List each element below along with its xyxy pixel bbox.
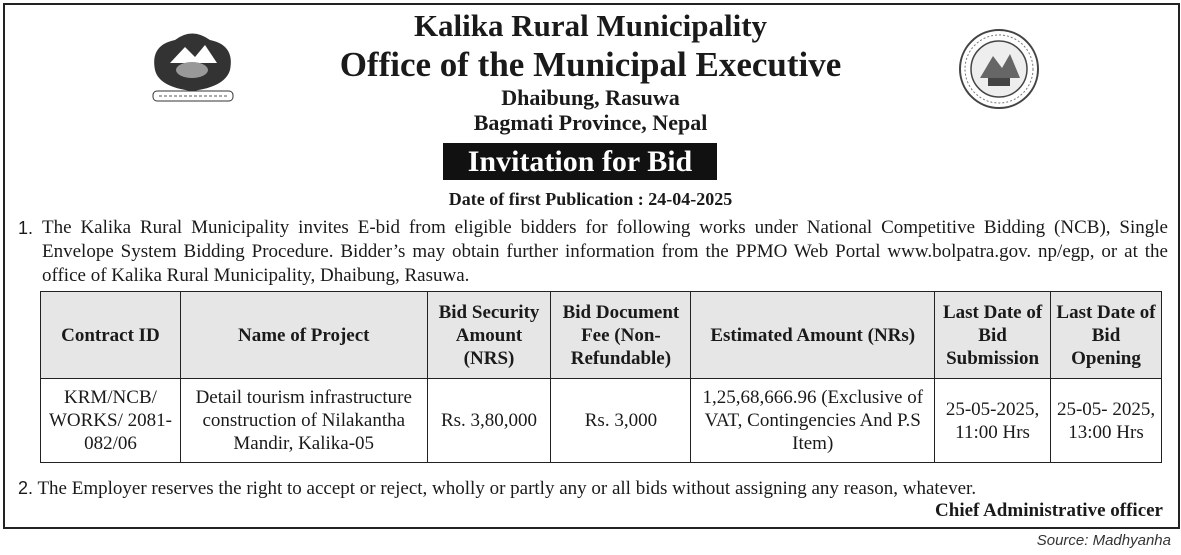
cell-project-name: Detail tourism infrastructure construction of Nilakantha Mandir, Kalika-05: [180, 379, 427, 463]
invitation-banner: Invitation for Bid: [443, 143, 717, 180]
signatory: Chief Administrative officer: [935, 500, 1163, 521]
source-credit: Source: Madhyanha: [1036, 532, 1171, 549]
paragraph-text: The Kalika Rural Municipality invites E-bid from eligible bidders for following works under National Competitive Bidding (NCB), Single Envelope System Bidding Procedure. Bidder’s may obtain further information from the PPMO Web Portal www.bolpatra.gov. np/egp, or at the office of Kalika Rural Municipality, Dhaibung, Rasuwa.: [42, 217, 1168, 286]
header-estimated-amount: Estimated Amount (NRs): [691, 292, 935, 379]
cell-opening-date: 25-05- 2025, 13:00 Hrs: [1051, 379, 1162, 463]
publication-date: Date of first Publication : 24-04-2025: [448, 189, 733, 209]
paragraph-text: The Employer reserves the right to accept or reject, wholly or partly any or all bids without assigning any reason, whatever.: [37, 478, 977, 499]
cell-estimated-amount: 1,25,68,666.96 (Exclusive of VAT, Contingencies And P.S Item): [691, 379, 935, 463]
cell-contract-id: KRM/NCB/ WORKS/ 2081-082/06: [41, 379, 181, 463]
item-number: 1.: [18, 218, 34, 238]
header-document-fee: Bid Document Fee (Non-Refundable): [551, 292, 691, 379]
header-project-name: Name of Project: [180, 292, 427, 379]
header-opening-date: Last Date of Bid Opening: [1051, 292, 1162, 379]
header-submission-date: Last Date of Bid Submission: [935, 292, 1051, 379]
header-contract-id: Contract ID: [41, 292, 181, 379]
table-header-row: [41, 292, 1162, 379]
paragraph-2: [18, 478, 976, 500]
paragraph-1: [18, 216, 1168, 288]
municipality-name: Kalika Rural Municipality: [413, 8, 768, 43]
table-row: [41, 379, 1162, 463]
province-line: Bagmati Province, Nepal: [473, 110, 708, 135]
cell-submission-date: 25-05-2025, 11:00 Hrs: [935, 379, 1051, 463]
bid-table: [40, 291, 1162, 463]
cell-bid-security: Rs. 3,80,000: [427, 379, 551, 463]
office-name: Office of the Municipal Executive: [339, 45, 842, 84]
header-bid-security: Bid Security Amount (NRS): [427, 292, 551, 379]
cell-document-fee: Rs. 3,000: [551, 379, 691, 463]
item-number: 2.: [18, 478, 34, 498]
address-line: Dhaibung, Rasuwa: [501, 85, 680, 110]
